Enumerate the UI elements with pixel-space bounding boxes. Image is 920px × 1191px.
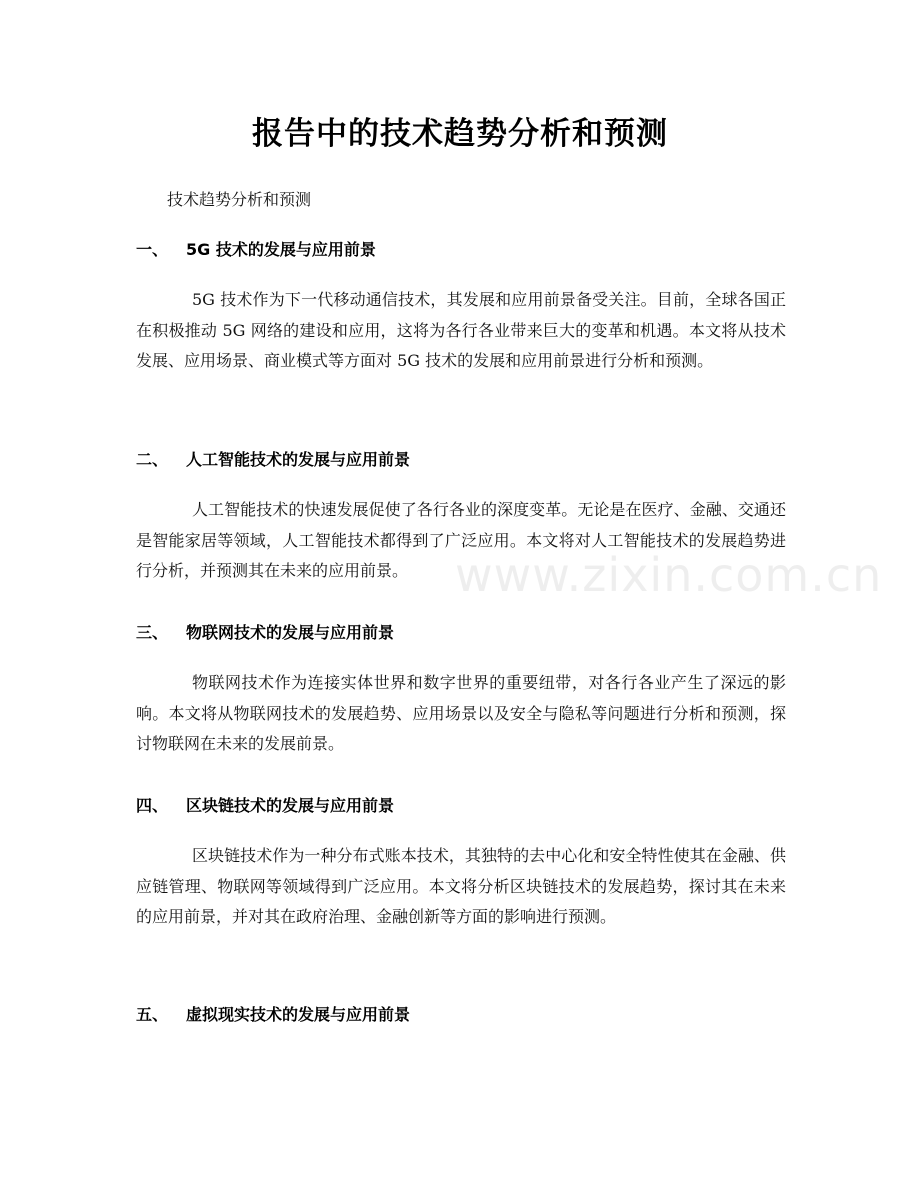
page-title: 报告中的技术趋势分析和预测	[252, 116, 668, 152]
section-heading	[136, 236, 786, 264]
section-heading	[136, 1001, 786, 1029]
section-heading-text: 人工智能技术的发展与应用前景	[186, 450, 411, 469]
section-heading-text: 虚拟现实技术的发展与应用前景	[186, 1005, 411, 1024]
section-heading	[136, 619, 786, 647]
section-number: 二、	[136, 450, 169, 469]
section-vr	[136, 1001, 786, 1029]
section-5g	[136, 236, 786, 377]
section-heading-text: 区块链技术的发展与应用前景	[186, 796, 395, 815]
section-number: 一、	[136, 240, 169, 259]
section-ai	[136, 446, 786, 587]
section-heading	[136, 446, 786, 474]
watermark: www.zixin.com.cn	[455, 548, 883, 602]
section-number: 五、	[136, 1005, 169, 1024]
section-paragraph: 人工智能技术的快速发展促使了各行各业的深度变革。无论是在医疗、金融、交通还是智能家居等领域，人工智能技术都得到了广泛应用。本文将对人工智能技术的发展趋势进行分析，并预测其在未来的应用前景。	[136, 500, 786, 580]
section-heading-text: 5G 技术的发展与应用前景	[186, 240, 376, 259]
section-number: 四、	[136, 796, 169, 815]
section-paragraph: 物联网技术作为连接实体世界和数字世界的重要纽带，对各行各业产生了深远的影响。本文将从物联网技术的发展趋势、应用场景以及安全与隐私等问题进行分析和预测，探讨物联网在未来的发展前景。	[136, 673, 786, 753]
section-paragraph: 5G 技术作为下一代移动通信技术，其发展和应用前景备受关注。目前，全球各国正在积极推动 5G 网络的建设和应用，这将为各行各业带来巨大的变革和机遇。本文将从技术发展、应用场景、商业模式等方面对 5G 技术的发展和应用前景进行分析和预测。	[136, 290, 786, 370]
section-heading-text: 物联网技术的发展与应用前景	[186, 623, 395, 642]
section-heading	[136, 792, 786, 820]
section-iot	[136, 619, 786, 760]
section-paragraph: 区块链技术作为一种分布式账本技术，其独特的去中心化和安全特性使其在金融、供应链管理、物联网等领域得到广泛应用。本文将分析区块链技术的发展趋势，探讨其在未来的应用前景，并对其在政府治理、金融创新等方面的影响进行预测。	[136, 846, 786, 926]
section-blockchain	[136, 792, 786, 933]
document-subtitle: 技术趋势分析和预测	[167, 190, 312, 209]
section-number: 三、	[136, 623, 169, 642]
